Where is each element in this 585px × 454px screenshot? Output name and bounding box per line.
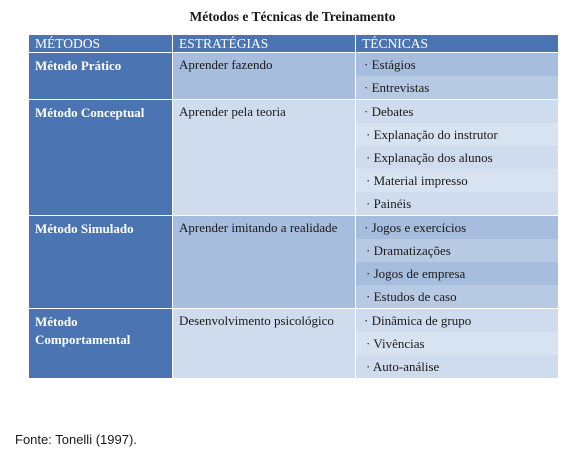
tecnica-item: · Estudos de caso	[356, 285, 558, 308]
tecnicas-cell	[356, 53, 559, 100]
table-title: Métodos e Técnicas de Treinamento	[189, 9, 396, 24]
header-row	[29, 35, 559, 53]
tecnica-item: · Explanação dos alunos	[356, 146, 558, 169]
tecnicas-cell	[356, 216, 559, 309]
estrategia-cell: Aprender fazendo	[173, 53, 356, 100]
table-row	[29, 216, 559, 309]
source-note: Fonte: Tonelli (1997).	[15, 432, 137, 447]
tecnica-item: · Debates	[356, 100, 558, 123]
tecnica-item: · Painéis	[356, 192, 558, 215]
metodo-cell: Método Comportamental	[29, 309, 173, 379]
tecnica-item: · Material impresso	[356, 169, 558, 192]
tecnica-item: · Jogos de empresa	[356, 262, 558, 285]
table-row	[29, 53, 559, 100]
header-metodos: MÉTODOS	[29, 35, 173, 53]
metodo-cell: Método Simulado	[29, 216, 173, 309]
header-estrategias: ESTRATÉGIAS	[173, 35, 356, 53]
estrategia-cell: Desenvolvimento psicológico	[173, 309, 356, 379]
tecnicas-cell	[356, 100, 559, 216]
tecnica-item: · Auto-análise	[356, 355, 558, 378]
tecnica-item: · Dramatizações	[356, 239, 558, 262]
metodo-cell: Método Prático	[29, 53, 173, 100]
tecnica-item: · Vivências	[356, 332, 558, 355]
tecnica-item: · Dinâmica de grupo	[356, 309, 558, 332]
header-tecnicas: TÉCNICAS	[356, 35, 559, 53]
metodo-cell: Método Conceptual	[29, 100, 173, 216]
table-row	[29, 309, 559, 379]
table-row	[29, 100, 559, 216]
tecnica-item: · Entrevistas	[356, 76, 558, 99]
tecnica-item: · Explanação do instrutor	[356, 123, 558, 146]
estrategia-cell: Aprender pela teoria	[173, 100, 356, 216]
estrategia-cell: Aprender imitando a realidade	[173, 216, 356, 309]
tecnica-item: · Jogos e exercícios	[356, 216, 558, 239]
methods-table	[28, 34, 559, 379]
tecnicas-cell	[356, 309, 559, 379]
tecnica-item: · Estágios	[356, 53, 558, 76]
